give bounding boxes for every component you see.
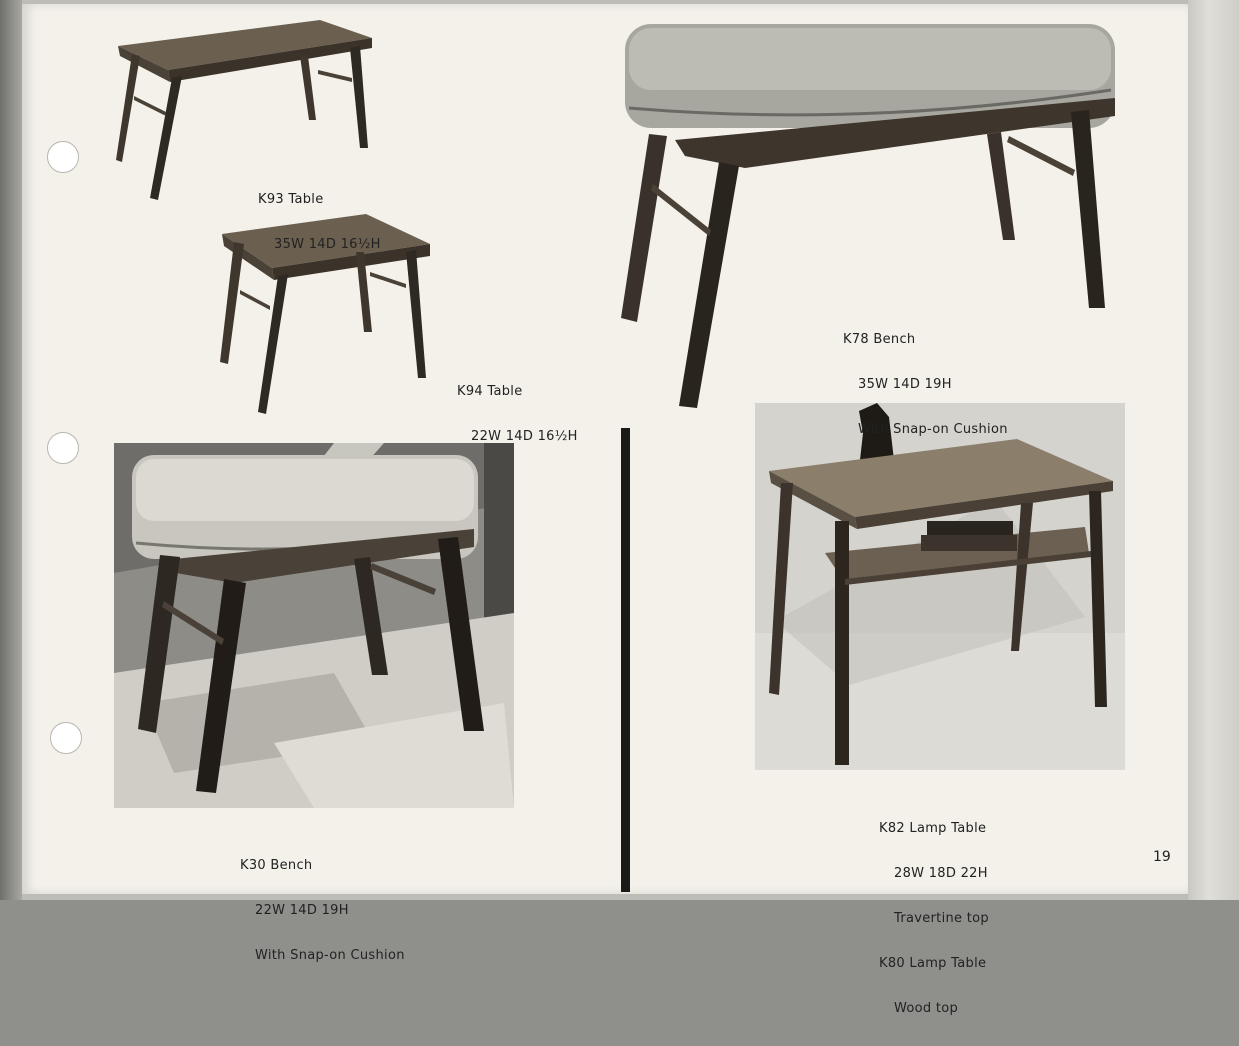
caption-k82-k80-lamp-tables xyxy=(879,791,989,1046)
item-dimensions: 22W 14D 16½H xyxy=(471,429,578,444)
item-model: K80 Lamp Table xyxy=(879,956,987,971)
item-model: K30 Bench xyxy=(240,858,313,873)
page-number: 19 xyxy=(1153,849,1171,865)
caption-k93-table xyxy=(258,162,381,282)
k30-bench-photo xyxy=(114,443,514,808)
item-dimensions: 35W 14D 16½H xyxy=(274,237,381,252)
item-note: With Snap-on Cushion xyxy=(858,422,1008,437)
binder-hole xyxy=(47,141,79,173)
caption-k30-bench xyxy=(240,828,405,993)
item-note: Travertine top xyxy=(894,911,989,926)
caption-k78-bench xyxy=(843,302,1008,467)
item-note: With Snap-on Cushion xyxy=(255,948,405,963)
column-divider xyxy=(621,428,630,892)
item-model: K78 Bench xyxy=(843,332,916,347)
item-model: K93 Table xyxy=(258,192,324,207)
item-note: Wood top xyxy=(894,1001,959,1016)
item-dimensions: 22W 14D 19H xyxy=(255,903,349,918)
caption-k94-table xyxy=(457,354,578,474)
item-dimensions: 28W 18D 22H xyxy=(894,866,988,881)
binder-hole xyxy=(47,432,79,464)
binder-hole xyxy=(50,722,82,754)
item-model: K82 Lamp Table xyxy=(879,821,987,836)
binding-shadow xyxy=(0,0,22,900)
page-edge xyxy=(1188,0,1239,900)
item-dimensions: 35W 14D 19H xyxy=(858,377,952,392)
item-model: K94 Table xyxy=(457,384,523,399)
